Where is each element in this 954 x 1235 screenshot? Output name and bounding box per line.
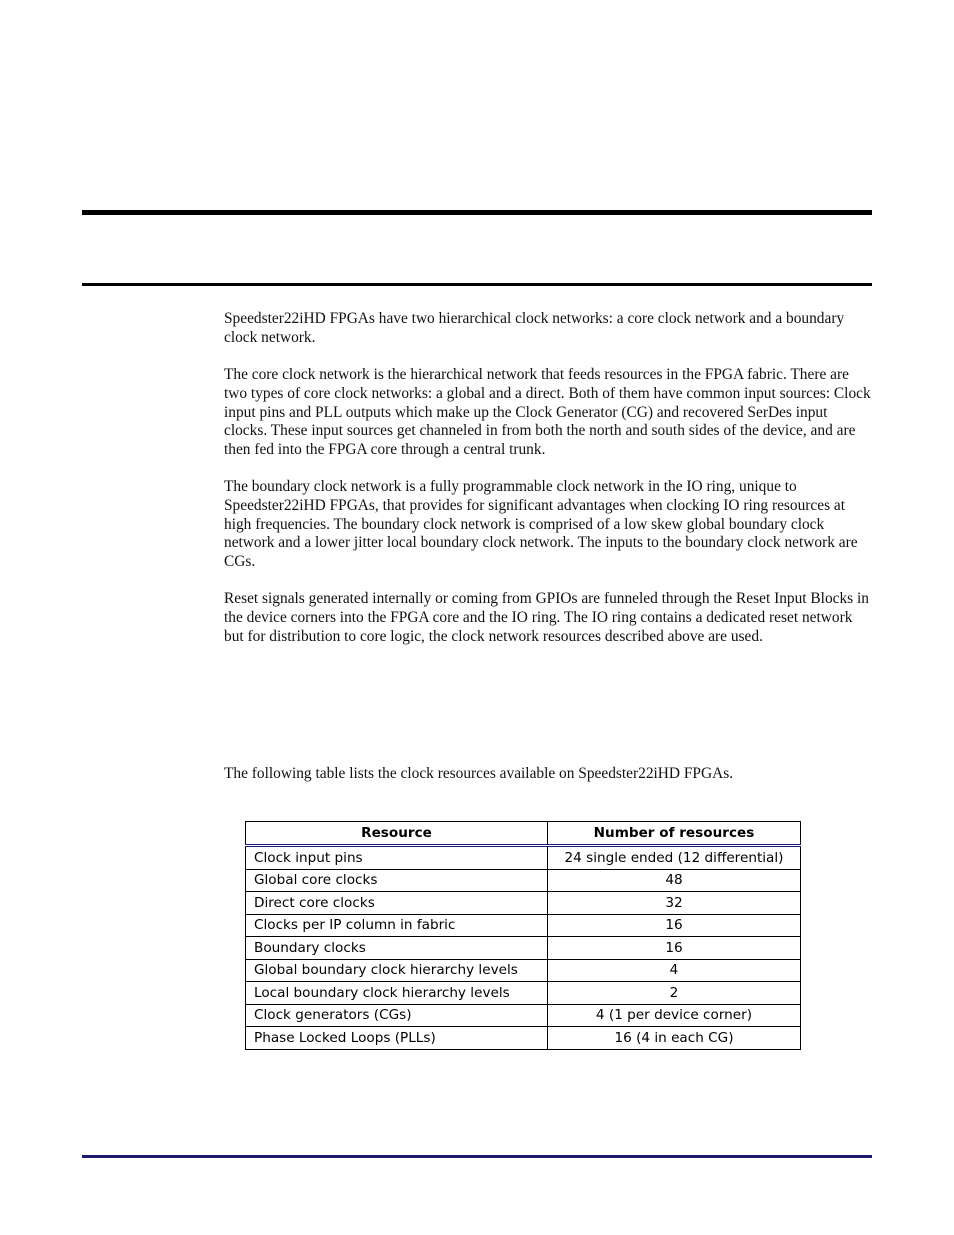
table-row bbox=[246, 982, 801, 1005]
table-row bbox=[246, 869, 801, 892]
count-cell: 48 bbox=[548, 869, 801, 892]
table-header-row bbox=[246, 822, 801, 846]
count-cell: 4 bbox=[548, 959, 801, 982]
table-row bbox=[246, 1004, 801, 1027]
chapter-bottom-rule bbox=[82, 283, 872, 286]
chapter-top-rule bbox=[82, 210, 872, 215]
count-cell: 16 bbox=[548, 937, 801, 960]
footer-rule bbox=[82, 1155, 872, 1158]
table-row bbox=[246, 914, 801, 937]
header-resource: Resource bbox=[246, 822, 548, 846]
resource-cell: Clocks per IP column in fabric bbox=[246, 914, 548, 937]
paragraph-intro: Speedster22iHD FPGAs have two hierarchical clock networks: a core clock network and a boundary clock network. bbox=[224, 310, 845, 346]
resource-cell: Global boundary clock hierarchy levels bbox=[246, 959, 548, 982]
paragraph-table-intro: The following table lists the clock resources available on Speedster22iHD FPGAs. bbox=[224, 765, 734, 782]
table-row bbox=[246, 1027, 801, 1050]
paragraph-core-clock: The core clock network is the hierarchical network that feeds resources in the FPGA fabric. There are two types of core clock networks: a global and a direct. Both of them have common input sources: Clock input pins and PLL outputs which make up the Clock Generator (CG) and recovered SerDes input clocks. These input sources get channeled in from both the north and south sides of the device, and are then fed into the FPGA core through a central trunk. bbox=[224, 366, 871, 458]
count-cell: 4 (1 per device corner) bbox=[548, 1004, 801, 1027]
count-cell: 16 bbox=[548, 914, 801, 937]
clock-resources-table bbox=[245, 821, 801, 1050]
paragraph-boundary-clock: The boundary clock network is a fully programmable clock network in the IO ring, unique to Speedster22iHD FPGAs, that provides for significant advantages when clocking IO ring resources at high frequencies. The boundary clock network is comprised of a low skew global boundary clock network and a lower jitter local boundary clock network. The inputs to the boundary clock network are CGs. bbox=[224, 478, 858, 570]
resource-cell: Phase Locked Loops (PLLs) bbox=[246, 1027, 548, 1050]
resource-cell: Local boundary clock hierarchy levels bbox=[246, 982, 548, 1005]
table-row bbox=[246, 892, 801, 915]
resource-cell: Clock generators (CGs) bbox=[246, 1004, 548, 1027]
count-cell: 32 bbox=[548, 892, 801, 915]
count-cell: 24 single ended (12 differential) bbox=[548, 846, 801, 870]
resource-cell: Direct core clocks bbox=[246, 892, 548, 915]
resource-cell: Global core clocks bbox=[246, 869, 548, 892]
count-cell: 16 (4 in each CG) bbox=[548, 1027, 801, 1050]
header-number: Number of resources bbox=[548, 822, 801, 846]
paragraph-reset: Reset signals generated internally or coming from GPIOs are funneled through the Reset Input Blocks in the device corners into the FPGA core and the IO ring. The IO ring contains a dedicated reset network but for distribution to core logic, the clock network resources described above are used. bbox=[224, 590, 869, 645]
table-row bbox=[246, 846, 801, 870]
resource-cell: Clock input pins bbox=[246, 846, 548, 870]
resource-cell: Boundary clocks bbox=[246, 937, 548, 960]
table-row bbox=[246, 937, 801, 960]
count-cell: 2 bbox=[548, 982, 801, 1005]
table-row bbox=[246, 959, 801, 982]
